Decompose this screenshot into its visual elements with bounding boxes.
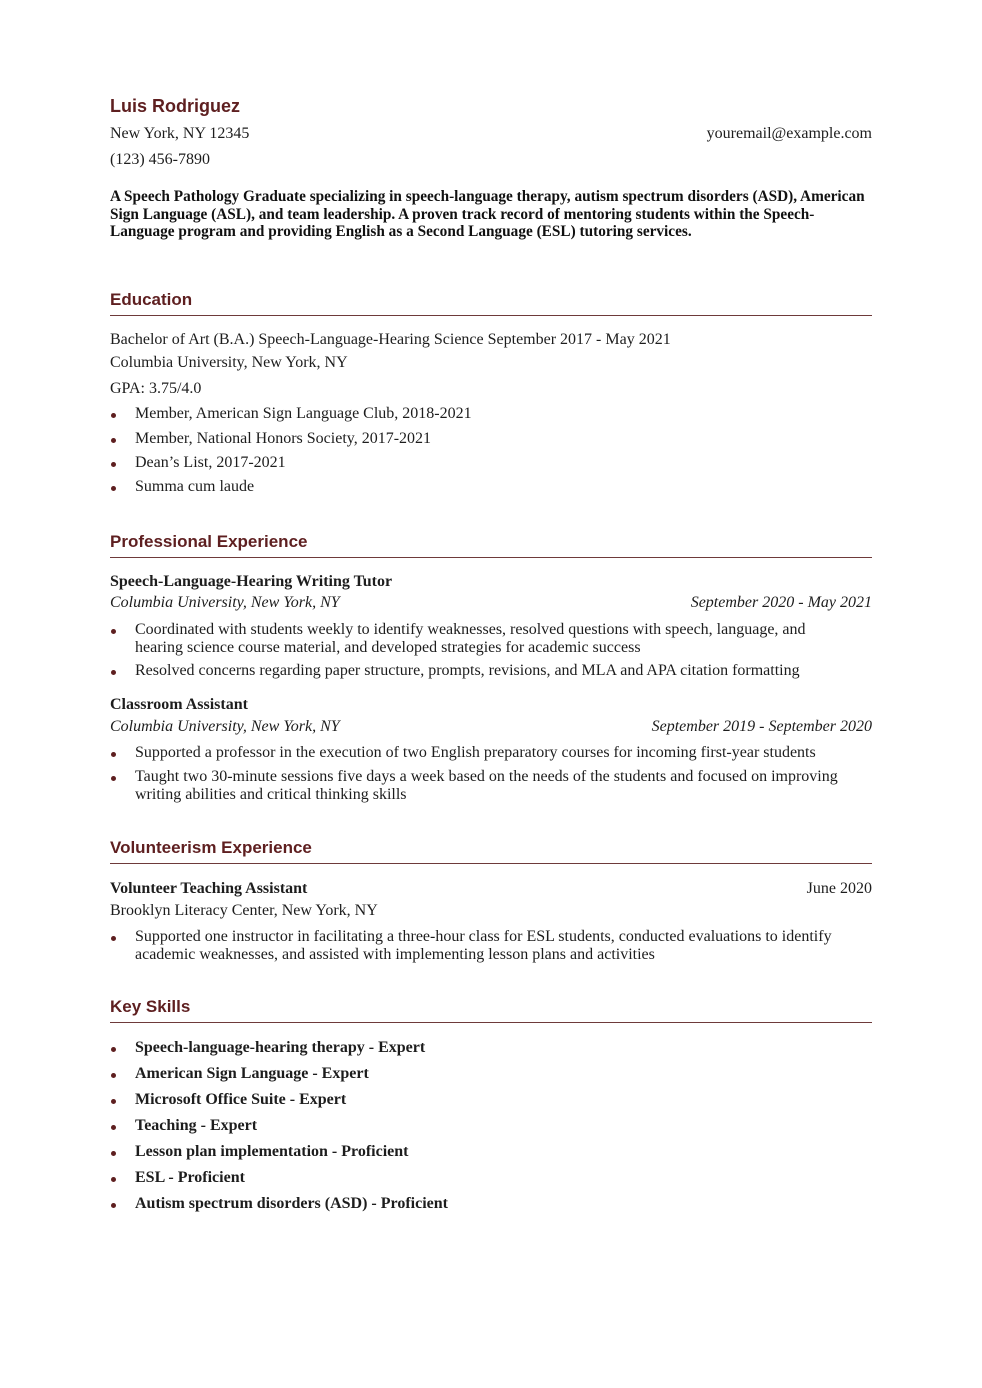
gpa: GPA: 3.75/4.0: [110, 380, 202, 397]
volunteer-place: Brooklyn Literacy Center, New York, NY: [110, 902, 378, 919]
education-section: [110, 290, 872, 316]
bullet-icon: [111, 752, 116, 757]
section-title-skills: Key Skills: [110, 997, 872, 1023]
bullet-icon: [111, 1151, 116, 1156]
skills-section: [110, 997, 872, 1023]
bullet-icon: [111, 486, 116, 491]
job-dates: September 2020 - May 2021: [690, 594, 872, 611]
job-title: Speech-Language-Hearing Writing Tutor: [110, 573, 393, 590]
bullet-icon: [111, 1073, 116, 1078]
section-title-education: Education: [110, 290, 872, 316]
job-dates: September 2019 - September 2020: [651, 718, 872, 735]
bullet-icon: [111, 1125, 116, 1130]
volunteer-date: June 2020: [806, 880, 872, 897]
location: New York, NY 12345: [110, 125, 250, 142]
bullet-icon: [111, 670, 116, 675]
bullet-icon: [111, 1203, 116, 1208]
email[interactable]: youremail@example.com: [706, 125, 872, 142]
bullet-icon: [111, 629, 116, 634]
bullet-icon: [111, 438, 116, 443]
bullet-icon: [111, 776, 116, 781]
bullet-icon: [111, 1177, 116, 1182]
bullet-icon: [111, 462, 116, 467]
bullet-icon: [111, 413, 116, 418]
job-place: Columbia University, New York, NY: [110, 594, 340, 611]
section-title-volunteer: Volunteerism Experience: [110, 838, 872, 864]
degree: Bachelor of Art (B.A.) Speech-Language-Hearing Science September 2017 - May 2021: [110, 331, 671, 348]
bullet-icon: [111, 1047, 116, 1052]
bullet-icon: [111, 1099, 116, 1104]
school: Columbia University, New York, NY: [110, 354, 348, 371]
experience-section: [110, 532, 872, 558]
bullet-icon: [111, 936, 116, 941]
volunteer-section: [110, 838, 872, 864]
job-title: Classroom Assistant: [110, 696, 248, 713]
job-place: Columbia University, New York, NY: [110, 718, 340, 735]
candidate-name: Luis Rodriguez: [110, 96, 240, 116]
phone: (123) 456-7890: [110, 151, 210, 168]
section-title-experience: Professional Experience: [110, 532, 872, 558]
summary: A Speech Pathology Graduate specializing in speech-language therapy, autism spectrum disorders (ASD), American Sign Language (ASL), and team leadership. A proven track record of mentoring students within the Speech-Language program and providing English as a Second Language (ESL) tutoring services.: [110, 188, 865, 240]
volunteer-role: Volunteer Teaching Assistant: [110, 880, 308, 897]
